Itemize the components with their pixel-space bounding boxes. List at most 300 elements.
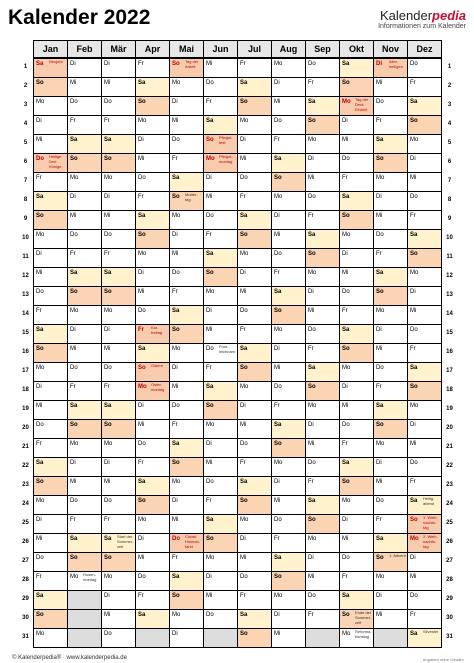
day-cell[interactable] — [339, 324, 374, 344]
day-cell[interactable] — [135, 267, 170, 287]
day-cell[interactable] — [339, 514, 374, 534]
day-cell[interactable] — [67, 267, 102, 287]
day-cell[interactable] — [135, 400, 170, 420]
day-cell[interactable] — [407, 476, 442, 496]
day-cell[interactable] — [33, 210, 68, 230]
day-cell[interactable] — [237, 552, 272, 572]
day-cell[interactable] — [33, 495, 68, 515]
day-cell[interactable] — [339, 381, 374, 401]
day-cell[interactable] — [305, 286, 340, 306]
day-cell[interactable] — [237, 495, 272, 515]
day-cell[interactable] — [101, 115, 136, 135]
day-cell[interactable] — [33, 267, 68, 287]
day-cell[interactable] — [135, 134, 170, 154]
day-cell[interactable] — [305, 476, 340, 496]
day-cell[interactable] — [135, 305, 170, 325]
day-cell[interactable] — [67, 552, 102, 572]
day-cell[interactable] — [271, 210, 306, 230]
day-cell[interactable] — [67, 134, 102, 154]
day-cell[interactable] — [237, 419, 272, 439]
day-cell[interactable] — [237, 248, 272, 268]
day-cell[interactable] — [33, 115, 68, 135]
day-cell[interactable] — [169, 153, 204, 173]
day-cell[interactable] — [33, 248, 68, 268]
day-cell[interactable] — [203, 495, 238, 515]
day-cell[interactable] — [305, 153, 340, 173]
day-cell[interactable] — [373, 134, 408, 154]
day-cell[interactable] — [373, 362, 408, 382]
day-cell[interactable] — [101, 172, 136, 192]
day-cell[interactable] — [271, 628, 306, 648]
day-cell[interactable] — [67, 381, 102, 401]
day-cell[interactable] — [101, 514, 136, 534]
day-cell[interactable] — [33, 134, 68, 154]
day-cell[interactable] — [339, 495, 374, 515]
day-cell[interactable] — [373, 248, 408, 268]
day-cell[interactable] — [271, 286, 306, 306]
day-cell[interactable] — [339, 267, 374, 287]
day-cell[interactable] — [203, 305, 238, 325]
day-cell[interactable] — [203, 153, 238, 173]
day-cell[interactable] — [339, 134, 374, 154]
day-cell[interactable] — [305, 77, 340, 97]
day-cell[interactable] — [203, 286, 238, 306]
day-cell[interactable] — [305, 495, 340, 515]
day-cell[interactable] — [271, 343, 306, 363]
day-cell[interactable] — [203, 58, 238, 78]
day-cell[interactable] — [271, 381, 306, 401]
day-cell[interactable] — [237, 533, 272, 553]
day-cell[interactable] — [135, 58, 170, 78]
day-cell[interactable] — [339, 305, 374, 325]
day-cell[interactable] — [33, 571, 68, 591]
day-cell[interactable] — [203, 134, 238, 154]
day-cell[interactable] — [67, 419, 102, 439]
day-cell[interactable] — [101, 495, 136, 515]
day-cell[interactable] — [67, 153, 102, 173]
day-cell[interactable] — [339, 343, 374, 363]
day-cell[interactable] — [373, 495, 408, 515]
day-cell[interactable] — [407, 77, 442, 97]
day-cell[interactable] — [33, 438, 68, 458]
day-cell[interactable] — [237, 77, 272, 97]
day-cell[interactable] — [305, 96, 340, 116]
day-cell[interactable] — [33, 96, 68, 116]
day-cell[interactable] — [407, 153, 442, 173]
day-cell[interactable] — [135, 552, 170, 572]
day-cell[interactable] — [339, 533, 374, 553]
day-cell[interactable] — [67, 172, 102, 192]
day-cell[interactable] — [203, 248, 238, 268]
day-cell[interactable] — [33, 343, 68, 363]
day-cell[interactable] — [169, 381, 204, 401]
day-cell[interactable] — [237, 153, 272, 173]
day-cell[interactable] — [135, 533, 170, 553]
day-cell[interactable] — [169, 514, 204, 534]
day-cell[interactable] — [407, 400, 442, 420]
day-cell[interactable] — [271, 172, 306, 192]
day-cell[interactable] — [339, 229, 374, 249]
day-cell[interactable] — [169, 286, 204, 306]
day-cell[interactable] — [237, 229, 272, 249]
day-cell[interactable] — [135, 229, 170, 249]
day-cell[interactable] — [407, 571, 442, 591]
day-cell[interactable] — [305, 400, 340, 420]
day-cell[interactable] — [33, 191, 68, 211]
day-cell[interactable] — [101, 343, 136, 363]
day-cell[interactable] — [271, 191, 306, 211]
day-cell[interactable] — [237, 210, 272, 230]
day-cell[interactable] — [339, 77, 374, 97]
day-cell[interactable] — [271, 58, 306, 78]
day-cell[interactable] — [373, 153, 408, 173]
day-cell[interactable] — [101, 381, 136, 401]
day-cell[interactable] — [407, 210, 442, 230]
day-cell[interactable] — [33, 172, 68, 192]
day-cell[interactable] — [67, 305, 102, 325]
day-cell[interactable] — [339, 438, 374, 458]
day-cell[interactable] — [305, 248, 340, 268]
day-cell[interactable] — [407, 362, 442, 382]
day-cell[interactable] — [237, 457, 272, 477]
day-cell[interactable] — [67, 248, 102, 268]
day-cell[interactable] — [33, 381, 68, 401]
day-cell[interactable] — [407, 96, 442, 116]
day-cell[interactable] — [135, 381, 170, 401]
day-cell[interactable] — [67, 96, 102, 116]
day-cell[interactable] — [67, 191, 102, 211]
day-cell[interactable] — [101, 457, 136, 477]
day-cell[interactable] — [305, 590, 340, 610]
day-cell[interactable] — [271, 400, 306, 420]
day-cell[interactable] — [101, 267, 136, 287]
day-cell[interactable] — [305, 552, 340, 572]
day-cell[interactable] — [101, 438, 136, 458]
day-cell[interactable] — [373, 191, 408, 211]
day-cell[interactable] — [305, 514, 340, 534]
day-cell[interactable] — [203, 381, 238, 401]
day-cell[interactable] — [101, 419, 136, 439]
day-cell[interactable] — [407, 552, 442, 572]
day-cell[interactable] — [407, 628, 442, 648]
day-cell[interactable] — [169, 229, 204, 249]
day-cell[interactable] — [169, 609, 204, 629]
day-cell[interactable] — [271, 362, 306, 382]
day-cell[interactable] — [135, 571, 170, 591]
day-cell[interactable] — [373, 115, 408, 135]
day-cell[interactable] — [67, 77, 102, 97]
day-cell[interactable] — [169, 590, 204, 610]
day-cell[interactable] — [373, 400, 408, 420]
day-cell[interactable] — [101, 58, 136, 78]
day-cell[interactable] — [271, 267, 306, 287]
day-cell[interactable] — [169, 571, 204, 591]
day-cell[interactable] — [237, 571, 272, 591]
day-cell[interactable] — [67, 58, 102, 78]
day-cell[interactable] — [407, 590, 442, 610]
day-cell[interactable] — [203, 533, 238, 553]
day-cell[interactable] — [135, 286, 170, 306]
day-cell[interactable] — [169, 419, 204, 439]
day-cell[interactable] — [135, 476, 170, 496]
day-cell[interactable] — [339, 419, 374, 439]
day-cell[interactable] — [305, 191, 340, 211]
day-cell[interactable] — [305, 381, 340, 401]
day-cell[interactable] — [271, 609, 306, 629]
day-cell[interactable] — [339, 552, 374, 572]
day-cell[interactable] — [339, 400, 374, 420]
day-cell[interactable] — [135, 457, 170, 477]
day-cell[interactable] — [169, 305, 204, 325]
day-cell[interactable] — [271, 571, 306, 591]
day-cell[interactable] — [169, 495, 204, 515]
day-cell[interactable] — [373, 229, 408, 249]
day-cell[interactable] — [169, 533, 204, 553]
day-cell[interactable] — [67, 210, 102, 230]
day-cell[interactable] — [339, 191, 374, 211]
day-cell[interactable] — [33, 58, 68, 78]
day-cell[interactable] — [135, 590, 170, 610]
day-cell[interactable] — [101, 552, 136, 572]
day-cell[interactable] — [67, 362, 102, 382]
day-cell[interactable] — [339, 58, 374, 78]
day-cell[interactable] — [203, 590, 238, 610]
day-cell[interactable] — [67, 343, 102, 363]
day-cell[interactable] — [305, 115, 340, 135]
day-cell[interactable] — [135, 172, 170, 192]
day-cell[interactable] — [373, 419, 408, 439]
day-cell[interactable] — [339, 476, 374, 496]
day-cell[interactable] — [135, 514, 170, 534]
day-cell[interactable] — [237, 476, 272, 496]
day-cell[interactable] — [339, 609, 374, 629]
day-cell[interactable] — [169, 400, 204, 420]
day-cell[interactable] — [101, 305, 136, 325]
day-cell[interactable] — [237, 438, 272, 458]
day-cell[interactable] — [271, 419, 306, 439]
day-cell[interactable] — [305, 267, 340, 287]
day-cell[interactable] — [33, 153, 68, 173]
day-cell[interactable] — [271, 96, 306, 116]
day-cell[interactable] — [101, 210, 136, 230]
day-cell[interactable] — [373, 58, 408, 78]
day-cell[interactable] — [67, 229, 102, 249]
day-cell[interactable] — [271, 305, 306, 325]
day-cell[interactable] — [169, 115, 204, 135]
day-cell[interactable] — [305, 362, 340, 382]
day-cell[interactable] — [271, 533, 306, 553]
day-cell[interactable] — [169, 210, 204, 230]
day-cell[interactable] — [203, 267, 238, 287]
day-cell[interactable] — [339, 172, 374, 192]
day-cell[interactable] — [373, 457, 408, 477]
day-cell[interactable] — [305, 58, 340, 78]
day-cell[interactable] — [135, 115, 170, 135]
day-cell[interactable] — [407, 514, 442, 534]
day-cell[interactable] — [67, 514, 102, 534]
day-cell[interactable] — [373, 267, 408, 287]
day-cell[interactable] — [373, 77, 408, 97]
day-cell[interactable] — [305, 571, 340, 591]
day-cell[interactable] — [237, 58, 272, 78]
day-cell[interactable] — [33, 476, 68, 496]
day-cell[interactable] — [407, 533, 442, 553]
day-cell[interactable] — [135, 324, 170, 344]
day-cell[interactable] — [33, 400, 68, 420]
day-cell[interactable] — [271, 115, 306, 135]
day-cell[interactable] — [237, 305, 272, 325]
day-cell[interactable] — [101, 533, 136, 553]
day-cell[interactable] — [305, 305, 340, 325]
day-cell[interactable] — [407, 58, 442, 78]
day-cell[interactable] — [237, 609, 272, 629]
day-cell[interactable] — [373, 324, 408, 344]
day-cell[interactable] — [305, 343, 340, 363]
day-cell[interactable] — [407, 286, 442, 306]
day-cell[interactable] — [101, 571, 136, 591]
day-cell[interactable] — [101, 476, 136, 496]
day-cell[interactable] — [305, 457, 340, 477]
day-cell[interactable] — [237, 96, 272, 116]
day-cell[interactable] — [373, 514, 408, 534]
day-cell[interactable] — [271, 476, 306, 496]
day-cell[interactable] — [271, 514, 306, 534]
day-cell[interactable] — [203, 438, 238, 458]
day-cell[interactable] — [101, 191, 136, 211]
day-cell[interactable] — [67, 476, 102, 496]
day-cell[interactable] — [169, 191, 204, 211]
day-cell[interactable] — [407, 495, 442, 515]
day-cell[interactable] — [169, 457, 204, 477]
day-cell[interactable] — [135, 495, 170, 515]
day-cell[interactable] — [373, 571, 408, 591]
day-cell[interactable] — [33, 362, 68, 382]
day-cell[interactable] — [407, 229, 442, 249]
day-cell[interactable] — [203, 324, 238, 344]
day-cell[interactable] — [33, 590, 68, 610]
day-cell[interactable] — [203, 96, 238, 116]
day-cell[interactable] — [135, 419, 170, 439]
day-cell[interactable] — [67, 400, 102, 420]
day-cell[interactable] — [169, 438, 204, 458]
day-cell[interactable] — [237, 590, 272, 610]
day-cell[interactable] — [33, 628, 68, 648]
day-cell[interactable] — [407, 305, 442, 325]
day-cell[interactable] — [373, 590, 408, 610]
day-cell[interactable] — [101, 400, 136, 420]
day-cell[interactable] — [169, 324, 204, 344]
day-cell[interactable] — [135, 210, 170, 230]
day-cell[interactable] — [305, 324, 340, 344]
day-cell[interactable] — [305, 533, 340, 553]
day-cell[interactable] — [203, 115, 238, 135]
day-cell[interactable] — [101, 153, 136, 173]
day-cell[interactable] — [373, 438, 408, 458]
day-cell[interactable] — [271, 248, 306, 268]
day-cell[interactable] — [339, 115, 374, 135]
day-cell[interactable] — [33, 552, 68, 572]
day-cell[interactable] — [203, 571, 238, 591]
day-cell[interactable] — [169, 58, 204, 78]
day-cell[interactable] — [305, 172, 340, 192]
day-cell[interactable] — [169, 343, 204, 363]
day-cell[interactable] — [67, 495, 102, 515]
day-cell[interactable] — [237, 191, 272, 211]
day-cell[interactable] — [101, 286, 136, 306]
day-cell[interactable] — [237, 115, 272, 135]
day-cell[interactable] — [271, 552, 306, 572]
day-cell[interactable] — [271, 77, 306, 97]
day-cell[interactable] — [407, 324, 442, 344]
day-cell[interactable] — [33, 229, 68, 249]
day-cell[interactable] — [373, 552, 408, 572]
day-cell[interactable] — [203, 77, 238, 97]
day-cell[interactable] — [169, 362, 204, 382]
day-cell[interactable] — [339, 96, 374, 116]
day-cell[interactable] — [135, 248, 170, 268]
day-cell[interactable] — [407, 248, 442, 268]
day-cell[interactable] — [33, 324, 68, 344]
day-cell[interactable] — [203, 419, 238, 439]
day-cell[interactable] — [33, 514, 68, 534]
day-cell[interactable] — [373, 305, 408, 325]
day-cell[interactable] — [271, 229, 306, 249]
day-cell[interactable] — [169, 628, 204, 648]
day-cell[interactable] — [407, 172, 442, 192]
day-cell[interactable] — [101, 628, 136, 648]
day-cell[interactable] — [169, 552, 204, 572]
day-cell[interactable] — [407, 115, 442, 135]
day-cell[interactable] — [271, 153, 306, 173]
day-cell[interactable] — [339, 286, 374, 306]
day-cell[interactable] — [203, 172, 238, 192]
day-cell[interactable] — [339, 457, 374, 477]
day-cell[interactable] — [305, 438, 340, 458]
day-cell[interactable] — [33, 457, 68, 477]
day-cell[interactable] — [407, 343, 442, 363]
day-cell[interactable] — [237, 134, 272, 154]
day-cell[interactable] — [67, 571, 102, 591]
day-cell[interactable] — [271, 457, 306, 477]
day-cell[interactable] — [305, 229, 340, 249]
day-cell[interactable] — [101, 77, 136, 97]
day-cell[interactable] — [407, 419, 442, 439]
day-cell[interactable] — [339, 628, 374, 648]
day-cell[interactable] — [373, 533, 408, 553]
day-cell[interactable] — [169, 267, 204, 287]
day-cell[interactable] — [101, 229, 136, 249]
day-cell[interactable] — [373, 381, 408, 401]
day-cell[interactable] — [373, 172, 408, 192]
day-cell[interactable] — [373, 286, 408, 306]
day-cell[interactable] — [203, 457, 238, 477]
day-cell[interactable] — [33, 286, 68, 306]
day-cell[interactable] — [135, 96, 170, 116]
day-cell[interactable] — [135, 77, 170, 97]
day-cell[interactable] — [305, 210, 340, 230]
day-cell[interactable] — [101, 590, 136, 610]
day-cell[interactable] — [101, 96, 136, 116]
day-cell[interactable] — [271, 324, 306, 344]
day-cell[interactable] — [101, 324, 136, 344]
day-cell[interactable] — [339, 210, 374, 230]
day-cell[interactable] — [169, 248, 204, 268]
day-cell[interactable] — [237, 172, 272, 192]
day-cell[interactable] — [237, 400, 272, 420]
day-cell[interactable] — [67, 115, 102, 135]
day-cell[interactable] — [373, 210, 408, 230]
day-cell[interactable] — [33, 419, 68, 439]
